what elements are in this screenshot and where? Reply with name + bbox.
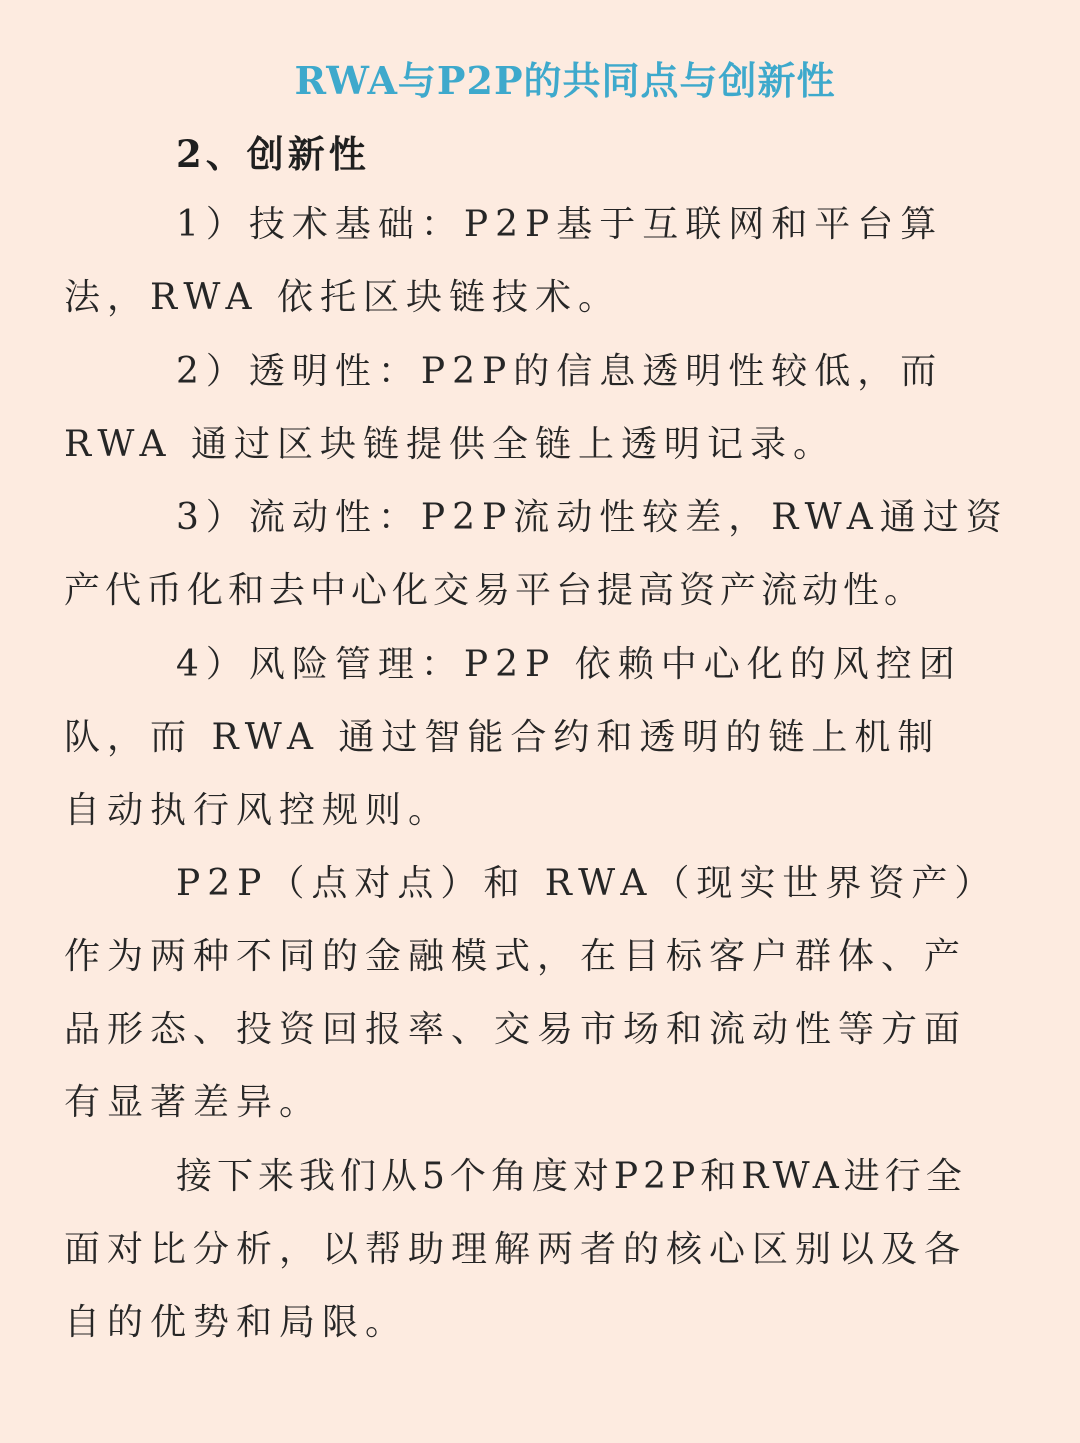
paragraph-3-line-1: 3）流动性：P2P流动性较差，RWA通过资 — [176, 497, 1009, 538]
paragraph-6-line-3: 自的优势和局限。 — [64, 1302, 409, 1343]
paragraph-2-line-2: RWA 通过区块链提供全链上透明记录。 — [64, 424, 836, 465]
paragraph-4-line-1: 4）风险管理：P2P 依赖中心化的风控团 — [176, 644, 962, 685]
paragraph-6-line-1: 接下来我们从5个角度对P2P和RWA进行全 — [176, 1156, 967, 1197]
section-heading: 2、创新性 — [176, 132, 370, 176]
paragraph-5-line-1: P2P（点对点）和 RWA（现实世界资产） — [176, 863, 998, 904]
paragraph-4-line-2: 队，而 RWA 通过智能合约和透明的链上机制 — [64, 717, 941, 758]
paragraph-6-line-2: 面对比分析，以帮助理解两者的核心区别以及各 — [64, 1229, 968, 1270]
paragraph-5-line-2: 作为两种不同的金融模式，在目标客户群体、产 — [64, 936, 968, 977]
paragraph-1-line-2: 法，RWA 依托区块链技术。 — [64, 277, 621, 318]
paragraph-4-line-3: 自动执行风控规则。 — [64, 790, 452, 831]
paragraph-2-line-1: 2）透明性：P2P的信息透明性较低，而 — [176, 351, 944, 392]
paragraph-3-line-2: 产代币化和去中心化交易平台提高资产流动性。 — [64, 570, 926, 611]
page-title: RWA与P2P的共同点与创新性 — [294, 58, 836, 103]
paragraph-5-line-4: 有显著差异。 — [64, 1082, 323, 1123]
paragraph-5-line-3: 品形态、投资回报率、交易市场和流动性等方面 — [64, 1009, 968, 1050]
paragraph-1-line-1: 1）技术基础：P2P基于互联网和平台算 — [176, 204, 944, 245]
